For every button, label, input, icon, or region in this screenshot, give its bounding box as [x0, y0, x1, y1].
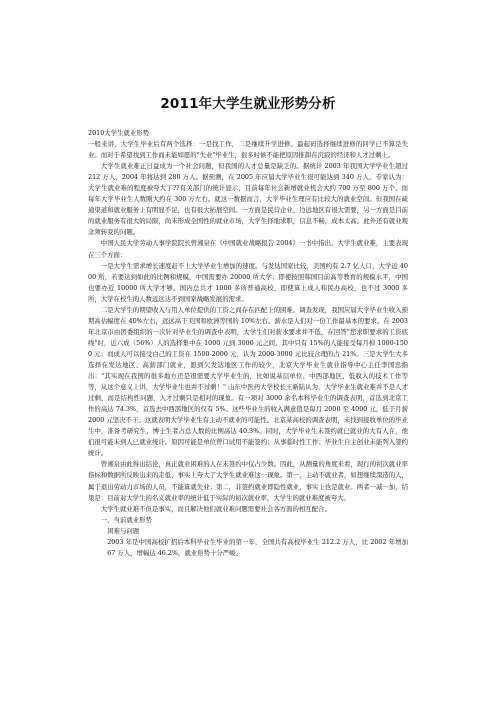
document-body	[88, 128, 408, 559]
paragraph: 大学生就业难不但是事实，而且解决他们就业难问题需要社会各方面的相互配合。	[100, 504, 331, 513]
paragraph: 一是大学生需求增长速度赶不上大学毕业生增加的速度。与发达国家比较，美国约有 2.7 亿人口，大学近 4000 所，若要达到如此的比例和规模，中国需要办 20000 所大学；即使按照韩国目前高等教育的规模水平，中国也要办近 10000 所大学才够。国内总共才 1000 多所普通高校，即使算上成人和民办高校，也不过 3000 多所，大学在校生的人数远远达不到国家战略发展的需求。	[88, 261, 408, 303]
section-heading: 2010大学生就业形势	[88, 129, 149, 137]
paragraph: 中国人民大学劳动人事学院院长曾湘泉在《中国就业战略报告 2004》一书中指出，大学生就业难，主要表现在三个方面：	[88, 239, 408, 259]
paragraph: 一般来讲，大学生毕业后有两个选择：一是找工作，二是继续升学进修。最起码选择继续进修的同学已不算是失业。而对于希望找到工作而未能如愿的"失业"毕业生，很多时候不能把原因推卸在沉寂的经济和人才过剩上。	[88, 140, 408, 160]
subsection-heading: 困难与问题	[107, 526, 140, 535]
paragraph: 大学生就业难正日益成为一个社会问题，但我国的人才总量是缺乏的。据统计 2003 年我国大学毕业生超过 212 万人，2004 年将达到 280 万人。据预测，在 2005 年应届大学毕业生很可能达到 340 万人。专家认为：大学生就业难的程度被夸大了??有关部门的统计显示，目前每年社会新增就业机会大约 700 万至 800 万个，而每年大学毕业生人数刚大约在 300 万左右。就这一数据而言，大学毕业生理应有比较大的就业空间。但我国在疏通渠道和就业服务上有明显不足，也有很大拓展空间。一方面是民营企业、边远地区有很大需要，另一方面是目前的就业服务有很大的局限，尚未形成全国性的就业市场，大学生择地求职，信息不畅，成本太高。此外还有就业观念须转变的问题。	[88, 162, 408, 237]
paragraph: 2003 年是中国高校扩招后本科毕业生毕业的第一年，全国共有高校毕业生 212.2 万人，比 2002 年增加 67 万人，增幅达 46.2%，就业形势十分严峻。	[107, 537, 408, 557]
paragraph: 二是大学生的期望收入与用人单位提供的工资之间存在匹配上的困难。调查发现，我国应届大学毕业生收入预期高估幅度在 40%左右，远远高于美国和欧洲等国的 10%左右。薪水是人们对一份工作最基本的要求。在 2003 年北京市由团委组织的一次针对毕业生的调查中表明，大学生们对薪水要求并不低，在回答"您求职要求的工资底线"时，近六成（56%）人的选择集中在 1000 元到 3000 元之间，其中只有 15%的人能接受每月掉 1000-1500 元；而成人可以接受白己的工资在 1500-2000 元，认为 2000-3000 元比较合理的占 21%。三是大学生大多选择在发达地区、高薪部门就业，愿到欠发达地区工作的较少，北京大学毕业生就业指导中心主任李国忠指出："其实现在我国的很多地方还是很需要大学毕业生的，比如说基层单位、中西部地区、低收入的技术工作等等，从这个意义上讲，大学毕业生也并不过剩！" 山东中医药大学校长王新陆认为，大学毕业生就业难并不是人才过剩，而是结构性问题，人才过剩只是相对的现象。有一项对 3000 余名本科毕业生的调查表明，首选到北京工作的高达 74.3%，首选去中西部地区的仅有 5%。这些毕业生的收入满意值是每月 2000 至 4000 元，低于月薪 2000 元坚决不干。这就表明大学毕业生有主动不就业的可能性。北京某高校的调查表明，未找到接收单位的毕业生中，准备考研究生，博士生者占总人数的比例高达 40.3%。同时，大学毕业生未签约就已就业的大有人在，他们很可能未到人已就业统计。原因可能是单位曾口试用不能签约；从事临时性工作；毕业生自主创业未能列入签约统计。	[88, 305, 408, 458]
section-heading: 一、当前就业形势	[100, 515, 152, 524]
paragraph: 曾湘泉由此得出结论，真正就业困难的人在未签约中仅占少数。因此，从测量的角度来看，现行的初次就业率指标和数据所反映出来的走低，事实上夸大了大学生就业难这一现象。第一，主动不就业者，如想继续深造的人，属于退出劳动力市场的人员，不能算就失业；第二，非签约就业即隐性就业，事实上也是就业。两者一减一加，结果是：目前对大学生的名义就业率的统计低于实际的初次就业率，大学生的就业难度被夸大。	[88, 460, 408, 502]
page-title: 2011年大学生就业形势分析	[160, 96, 336, 112]
